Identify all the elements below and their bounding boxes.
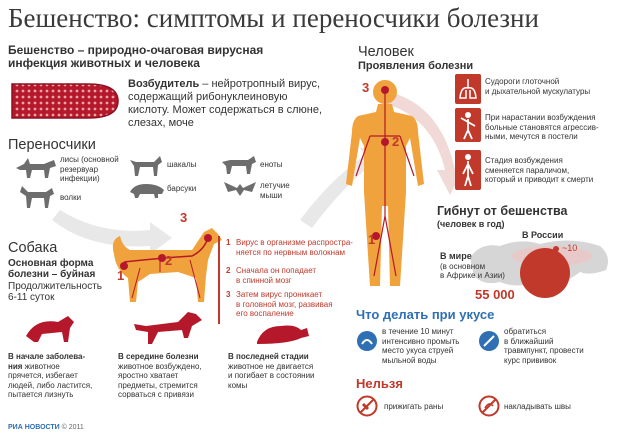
human-marker-3: 3: [362, 80, 370, 95]
wash-icon: [356, 330, 378, 352]
world-value: 55 000: [475, 287, 515, 302]
deaths-heading: Гибнут от бешенства: [437, 204, 568, 218]
ria-novosti-logo: РИА НОВОСТИ: [8, 424, 60, 431]
footer: РИА НОВОСТИ © 2011: [8, 424, 84, 431]
raccoon-label: еноты: [260, 160, 283, 169]
agitated-person-icon: [455, 108, 481, 142]
wolf-label: волки: [60, 193, 82, 202]
badger-label: барсуки: [167, 184, 197, 193]
russia-label: В России: [522, 230, 564, 240]
fox-label: лисы (основной резервуар инфекции): [60, 155, 119, 183]
human-illustration: [340, 76, 430, 296]
stage-middle: В середине болезни животное возбуждено, яростно хватает предметы, стремится сорваться с привязи: [118, 352, 202, 399]
paralysis-icon: [455, 150, 481, 190]
dog-duration: Продолжительность 6-11 суток: [8, 281, 102, 303]
stage-early: В начале заболева- ния животное прячется, избегает людей, либо ластится, пытается лизнуть: [8, 352, 93, 399]
russia-value: ~10: [562, 243, 578, 253]
bat-label: летучие мыши: [260, 181, 290, 200]
dog-heading: Собака: [8, 240, 58, 256]
todo-action-2: обратиться в ближайший травмпункт, провести курс прививок: [504, 327, 584, 365]
virus-path-steps: [218, 236, 353, 324]
no-cauterize-icon: [356, 395, 378, 417]
lungs-icon: [455, 74, 481, 104]
world-label: В мире (в основном в Африке и Азии): [440, 251, 505, 280]
dont-2: накладывать швы: [504, 402, 571, 411]
todo-heading: Что делать при укусе: [356, 307, 495, 322]
symptom-2: При нарастании возбуждения больные становятся агрессив- ными, мечутся в постели: [485, 113, 599, 141]
world-deaths-circle: [520, 248, 570, 298]
virus-description: Возбудитель – нейротропный вирус, содержащий рибонуклеиновую кислоту. Может содержаться в слюне, слезах, моче: [128, 78, 323, 129]
dont-heading: Нельзя: [356, 376, 403, 391]
human-heading: Человек: [358, 44, 414, 60]
dog-marker-2: 2: [165, 253, 173, 268]
dog-marker-3: 3: [180, 210, 188, 225]
virus-label: Возбудитель: [128, 78, 200, 90]
no-stitches-icon: [478, 395, 500, 417]
hospital-icon: [478, 330, 500, 352]
symptom-3: Стадия возбуждения сменяется параличом, который и приводит к смерти: [485, 156, 594, 184]
carriers-heading: Переносчики: [8, 137, 96, 153]
human-subheading: Проявления болезни: [358, 60, 474, 72]
jackal-label: шакалы: [167, 160, 197, 169]
todo-action-1: в течение 10 минут интенсивно промыть место укуса струей мыльной воды: [382, 327, 460, 365]
dog-form: Основная форма болезни – буйная: [8, 258, 96, 280]
stage-late: В последней стадии животное не двигается и погибает в состоянии комы: [228, 352, 315, 390]
human-marker-2: 2: [392, 134, 400, 149]
deaths-sub: (человек в год): [437, 219, 505, 229]
human-marker-1: 1: [368, 232, 376, 247]
intro-line: Бешенство – природно-очаговая вирусная: [8, 43, 264, 57]
path-step-1: 1 Вирус в организме распростра- няется по нервным волокнам: [226, 238, 353, 257]
dog-marker-1: 1: [117, 268, 125, 283]
path-step-2: 2 Сначала он попадает в спинной мозг: [226, 266, 317, 285]
path-step-3: 3 Затем вирус проникает в головной мозг, развивая его воспаление: [226, 290, 333, 318]
late-stage-dog-icon: [255, 316, 311, 346]
page-title: Бешенство: симптомы и переносчики болезни: [8, 3, 539, 33]
intro-line: инфекция животных и человека: [8, 56, 200, 70]
symptom-1: Судороги глоточной и дыхательной мускулатуры: [485, 77, 591, 96]
dont-1: прижигать раны: [384, 402, 444, 411]
early-stage-dog-icon: [22, 312, 82, 346]
middle-stage-dog-icon: [130, 304, 206, 346]
